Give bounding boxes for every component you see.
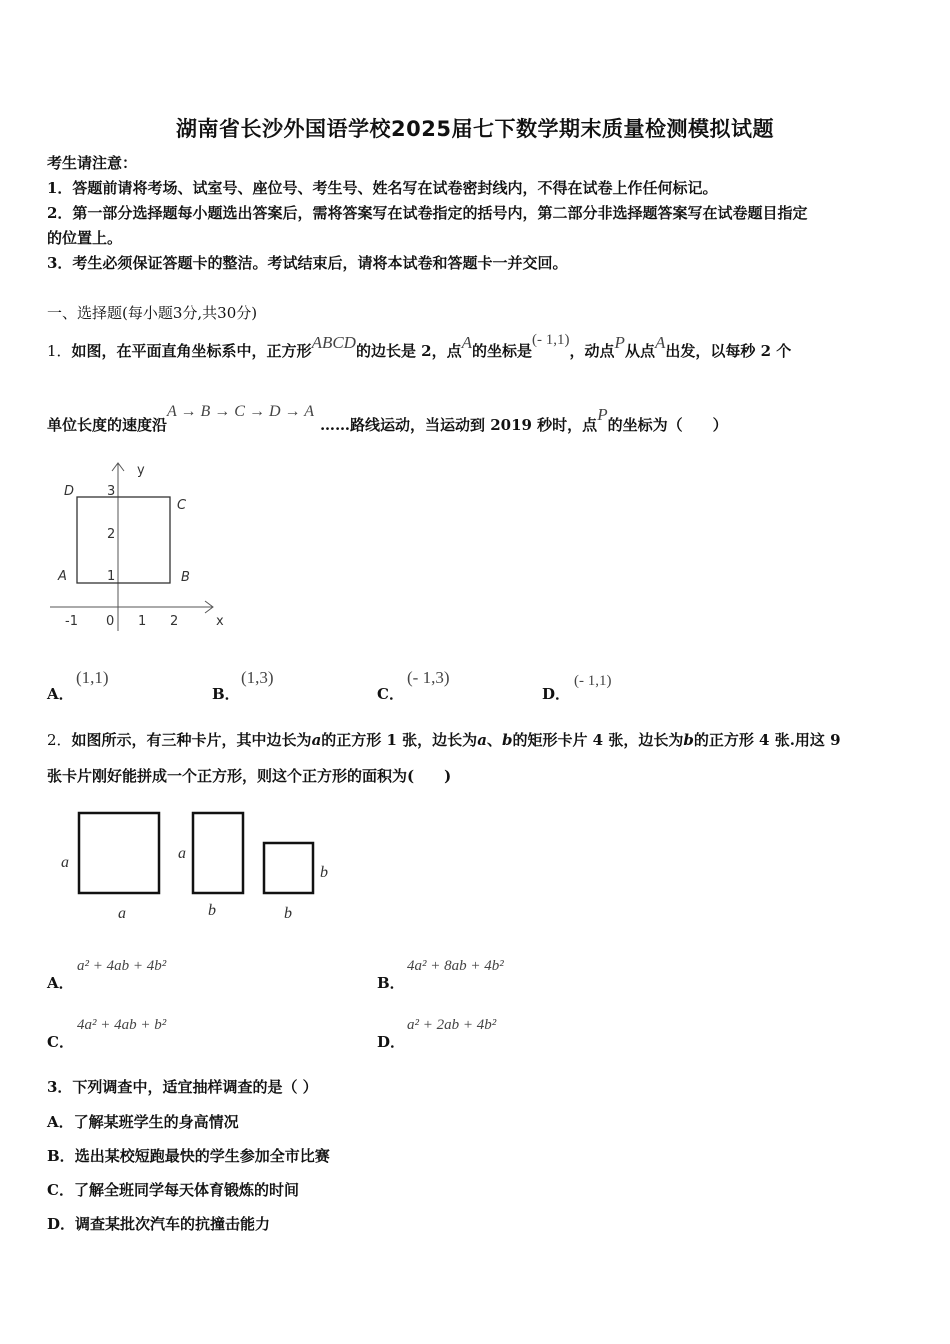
q2-text: 的正方形 1 张，边长为 [321, 731, 478, 749]
q1-text: 出发，以每秒 2 个 [665, 342, 792, 360]
card2-side-label: a [178, 845, 186, 862]
notice-item: 2．第一部分选择题每小题选出答案后，需将答案写在试卷指定的括号内，第二部分非选择题答案写在试卷题目指定 [47, 204, 808, 222]
q1-text: 的边长是 2，点 [355, 342, 462, 360]
math-path: A → B → C → D → A [167, 403, 314, 420]
var-b: b [501, 731, 513, 749]
q3-stem: 3．下列调查中，适宜抽样调查的是（ ） [47, 1078, 318, 1096]
q2-option-a-label: A． [47, 974, 74, 992]
q2-separator: 、 [486, 731, 502, 749]
q2-option-d-label: D． [377, 1033, 406, 1051]
q1-number: 1． [47, 342, 72, 360]
y-tick: 1 [107, 569, 116, 584]
notice-item: 的位置上。 [47, 229, 123, 247]
x-tick: 1 [138, 614, 147, 629]
q2-line2: 张卡片刚好能拼成一个正方形，则这个正方形的面积为( ) [47, 767, 452, 785]
notice-item: 3．考生必须保证答题卡的整洁。考试结束后，请将本试卷和答题卡一并交回。 [47, 254, 568, 272]
y-tick: 2 [107, 527, 116, 542]
vertex-d: D [64, 484, 75, 499]
math-a: A [654, 333, 666, 352]
vertex-b: B [181, 570, 190, 585]
q3-option-b[interactable] [47, 1145, 330, 1166]
x-tick: 2 [170, 614, 179, 629]
q1-line1 [47, 332, 792, 361]
q1-text: 单位长度的速度沿 [47, 416, 168, 434]
math-p: P [614, 333, 625, 352]
q2-option-c-label: C． [47, 1033, 74, 1051]
section-heading: 一、选择题(每小题3分,共30分) [47, 304, 258, 322]
math-coordinate: (- 1,1) [532, 332, 570, 348]
vertex-c: C [177, 498, 187, 513]
q2-number: 2． [47, 731, 72, 749]
square-abcd [77, 497, 170, 583]
q3-option-d-text: 调查某批次汽车的抗撞击能力 [75, 1215, 271, 1233]
q2-option-b-value[interactable]: 4a² + 8ab + 4b² [407, 958, 504, 974]
y-tick: 3 [107, 484, 116, 499]
var-a: a [311, 731, 322, 749]
q1-option-d-label: D． [542, 685, 571, 703]
q3-option-c[interactable] [47, 1179, 299, 1200]
q2-line1 [47, 729, 841, 750]
q3-option-d[interactable] [47, 1213, 270, 1234]
q2-option-b-label: B． [377, 974, 405, 992]
x-tick: -1 [65, 614, 78, 629]
math-a: A [461, 333, 473, 352]
q1-text: ……路线运动，当运动到 2019 秒时，点 [319, 416, 598, 434]
cards-figure [55, 805, 345, 925]
x-tick: 0 [106, 614, 115, 629]
math-abcd: ABCD [311, 333, 356, 352]
q1-option-d-value[interactable]: (- 1,1) [574, 673, 612, 689]
math-p: P [597, 405, 608, 424]
x-axis-label: x [216, 614, 224, 629]
q1-option-c-label: C． [377, 685, 404, 703]
q3-option-b-label: B． [47, 1147, 75, 1165]
q3-option-c-text: 了解全班同学每天体育锻炼的时间 [73, 1181, 299, 1199]
card1-side-label: a [61, 854, 69, 871]
q3-option-b-text: 选出某校短跑最快的学生参加全市比赛 [74, 1147, 330, 1165]
q1-text: ，动点 [569, 342, 615, 360]
y-axis-label: y [137, 463, 145, 478]
card3-side-label: b [320, 864, 328, 881]
card2-bottom-label: b [208, 902, 216, 919]
q2-text: 的正方形 4 张.用这 9 [693, 731, 841, 749]
card-square-b [264, 843, 313, 893]
q2-text: 的矩形卡片 4 张，边长为 [512, 731, 684, 749]
q2-option-d-value[interactable]: a² + 2ab + 4b² [407, 1017, 497, 1033]
q3-option-a-label: A． [47, 1113, 74, 1131]
page-title: 湖南省长沙外国语学校2025届七下数学期末质量检测模拟试题 [176, 117, 774, 141]
q1-text: 的坐标是 [472, 342, 533, 360]
notice-item: 1．答题前请将考场、试室号、座位号、考生号、姓名写在试卷密封线内，不得在试卷上作任何标记。 [47, 179, 718, 197]
q1-option-b-value[interactable]: (1,3) [241, 668, 274, 687]
var-a: a [477, 731, 487, 749]
q1-option-a-label: A． [47, 685, 74, 703]
q2-option-a-value[interactable]: a² + 4ab + 4b² [77, 958, 167, 974]
var-b: b [683, 731, 694, 749]
q3-option-d-label: D． [47, 1215, 76, 1233]
q3-option-a-text: 了解某班学生的身高情况 [73, 1113, 239, 1131]
q1-text: 的坐标为（ ） [607, 416, 728, 434]
q3-option-a[interactable] [47, 1111, 239, 1132]
q1-option-c-value[interactable]: (- 1,3) [407, 668, 450, 687]
card-square-a [79, 813, 159, 893]
coordinate-figure [45, 455, 245, 635]
card-rectangle-ab [193, 813, 243, 893]
q1-text: 如图，在平面直角坐标系中，正方形 [71, 342, 312, 360]
notice-heading: 考生请注意： [47, 154, 138, 172]
card1-bottom-label: a [118, 905, 126, 922]
q1-option-a-value[interactable]: (1,1) [76, 668, 109, 687]
q1-text: 从点 [624, 342, 655, 360]
card3-bottom-label: b [284, 905, 292, 922]
q1-line2 [47, 403, 728, 435]
q1-option-b-label: B． [212, 685, 240, 703]
q3-option-c-label: C． [47, 1181, 74, 1199]
q2-option-c-value[interactable]: 4a² + 4ab + b² [77, 1017, 167, 1033]
vertex-a: A [58, 569, 67, 584]
q2-text: 如图所示，有三种卡片，其中边长为 [71, 731, 312, 749]
